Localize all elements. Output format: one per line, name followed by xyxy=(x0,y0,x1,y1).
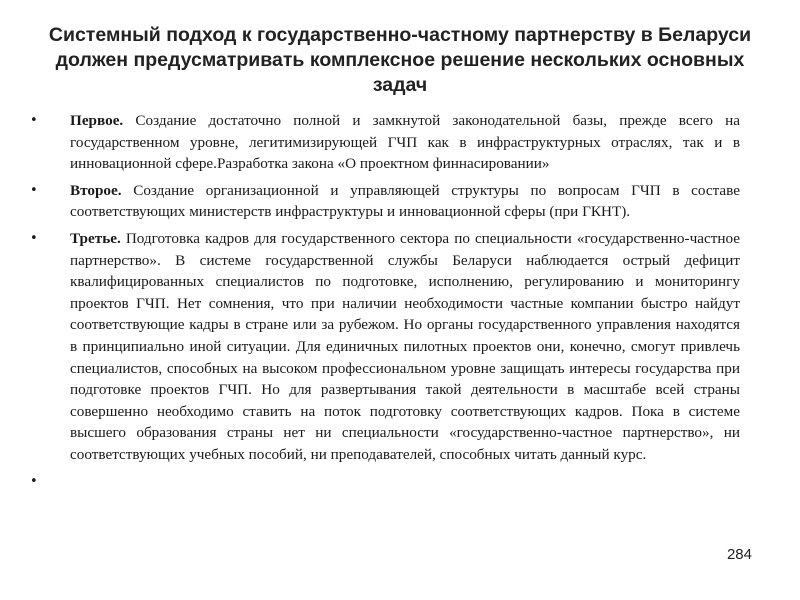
bullet-icon: • xyxy=(30,113,38,128)
bullet-list xyxy=(28,110,740,498)
item-text: Создание организационной и управляющей структуры по вопросам ГЧП в составе соответствующих министерств инфраструктуры и инновационной сферы (при ГКНТ). xyxy=(70,181,740,221)
item-text: Подготовка кадров для государственного сектора по специальности «государственно-частное партнерство». В системе государственной службы Беларуси наблюдается острый дефицит квалифицированных специалистов по подготовке, исполнению, регулированию и мониторингу проектов ГЧП. Нет сомнения, что при наличии необходимости частные компании быстро найдут соответствующие кадры в стране или за рубежом. Но органы государственного управления находятся в принципиально иной ситуации. Для единичных пилотных проектов они, конечно, смогут привлечь специалистов, способных на высоком профессиональном уровне защищать интересы государства при подготовке проектов ГЧП. Но для развертывания такой деятельности в масштабе всей страны совершенно необходимо ставить на поток подготовку соответствующих кадров. Пока в системе высшего образования страны нет ни специальности «государственно-частное партнерство», ни соответствующих учебных пособий, ни преподавателей, способных читать данный курс. xyxy=(70,229,740,463)
item-lead: Второе. xyxy=(70,181,122,199)
slide-title: Системный подход к государственно-частному партнерству в Беларуси должен предусматривать комплексное решение нескольких основных задач xyxy=(48,24,752,97)
bullet-icon: • xyxy=(30,230,38,246)
bullet-icon: • xyxy=(30,473,38,489)
bullet-icon: • xyxy=(30,182,38,198)
page-number: 284 xyxy=(726,546,752,563)
item-lead: Первое. xyxy=(70,112,124,129)
list-item-empty xyxy=(28,471,740,493)
list-item-third xyxy=(28,228,740,466)
item-text: Создание достаточно полной и замкнутой законодательной базы, прежде всего на государственном уровне, легитимизирующей ГЧП как в инфраструктурных отраслях, так и в инновационной сфере.Разработка закона «О проектном финнасировании» xyxy=(70,112,740,173)
item-lead: Третье. xyxy=(70,229,121,247)
list-item-second xyxy=(28,180,740,223)
list-item-first xyxy=(28,110,740,175)
